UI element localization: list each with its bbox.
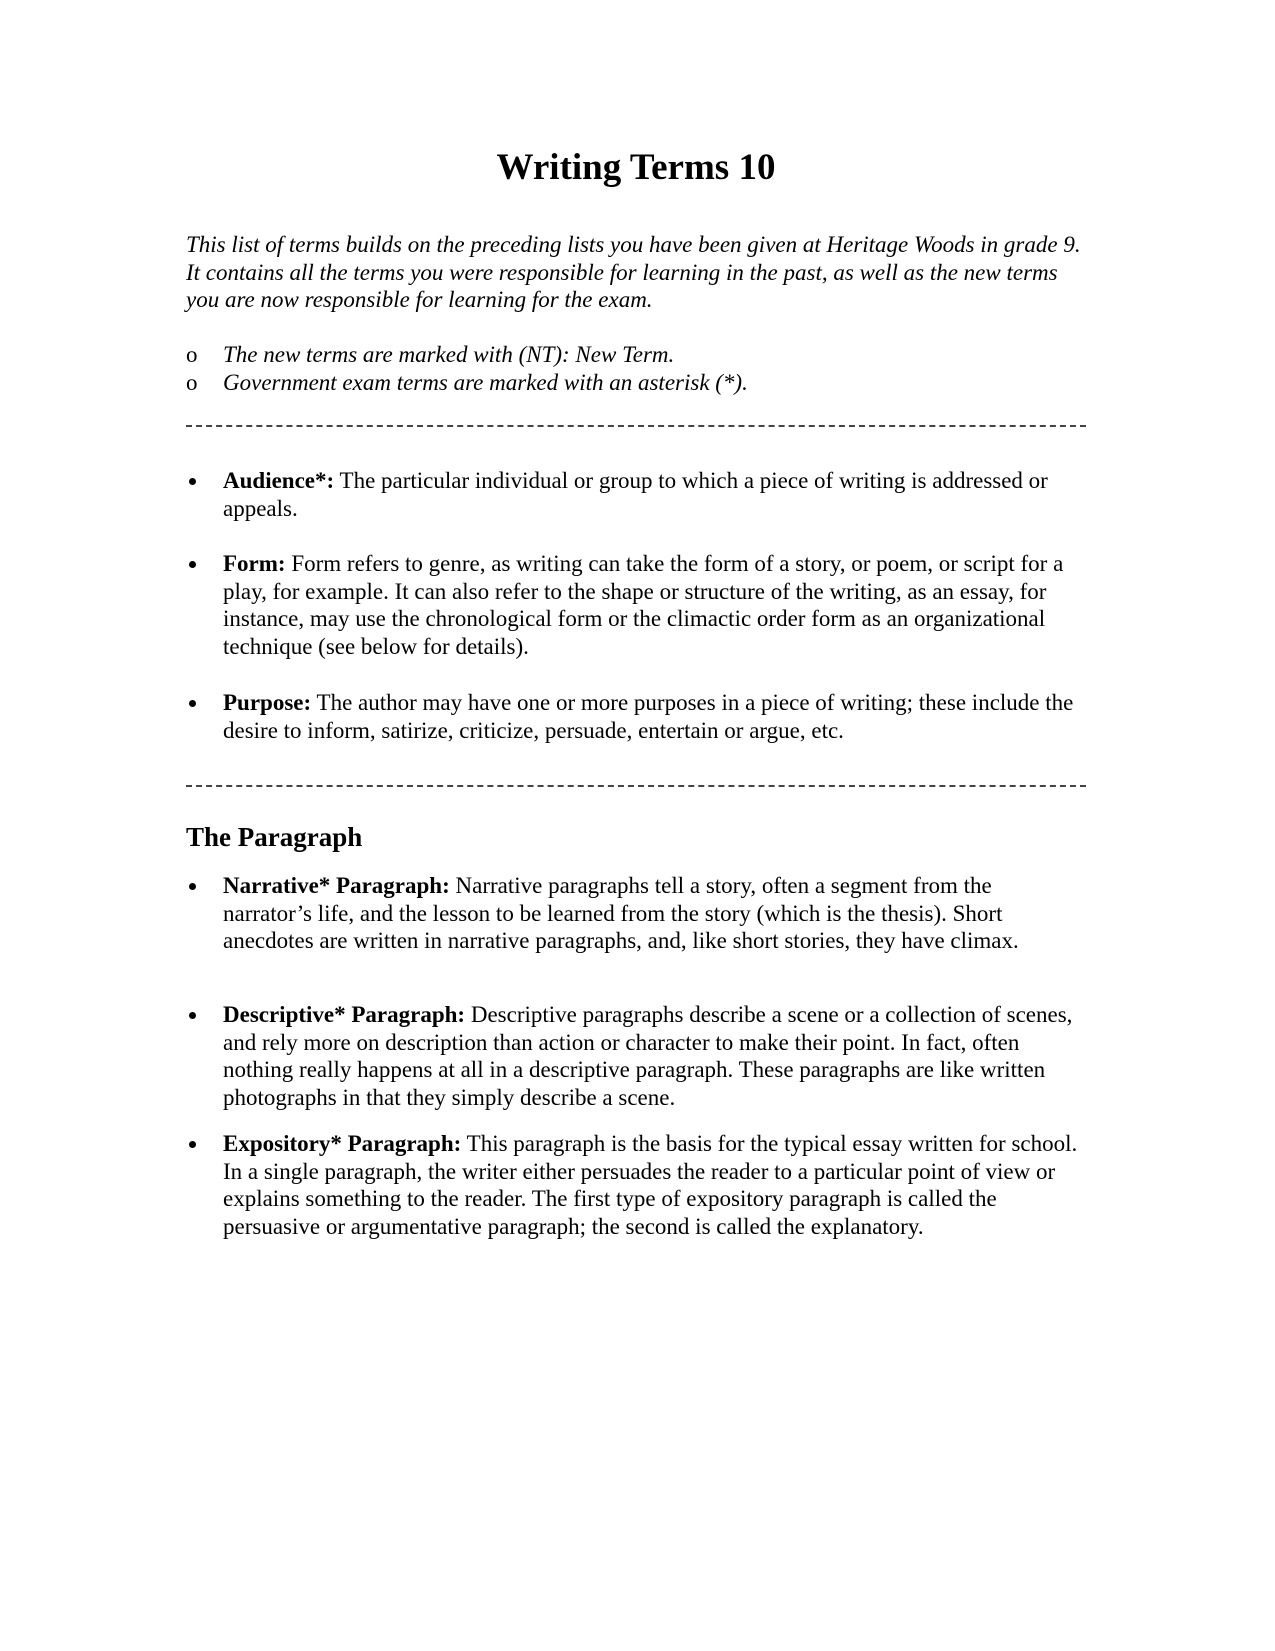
note-item xyxy=(186,369,1086,397)
term-label: Purpose: xyxy=(223,690,312,715)
term-definition: This paragraph is the basis for the typical essay written for school. In a single paragraph, the writer either persuades the reader to a particular point of view or explains something to the reader. The first type of expository paragraph is called the persuasive or argumentative paragraph; the second is called the explanatory. xyxy=(223,1131,1078,1239)
general-terms-list xyxy=(186,467,1086,744)
term-item-audience xyxy=(186,467,1086,550)
term-item-expository xyxy=(186,1130,1086,1240)
section-heading: The Paragraph xyxy=(186,822,363,852)
term-item-purpose xyxy=(186,689,1086,744)
note-text: The new terms are marked with (NT): New Term. xyxy=(223,342,675,367)
note-marker: o xyxy=(186,342,198,367)
term-label: Audience*: xyxy=(223,468,335,493)
note-item xyxy=(186,341,1086,369)
term-definition: Form refers to genre, as writing can take the form of a story, or poem, or script for a play, for example. It can also refer to the shape or structure of the writing, as an essay, for instance, may use the chronological form or the climactic order form as an organizational technique (see below for details). xyxy=(223,551,1064,659)
term-label: Narrative* Paragraph: xyxy=(223,873,450,898)
term-item-narrative xyxy=(186,872,1086,1001)
term-label: Form: xyxy=(223,551,286,576)
term-definition: The author may have one or more purposes in a piece of writing; these include the desire to inform, satirize, criticize, persuade, entertain or argue, etc. xyxy=(223,690,1074,743)
term-definition: Descriptive paragraphs describe a scene or a collection of scenes, and rely more on description than action or character to make their point. In fact, often nothing really happens at all in a descriptive paragraph. These paragraphs are like written photographs in that they simply describe a scene. xyxy=(223,1002,1073,1110)
term-label: Descriptive* Paragraph: xyxy=(223,1002,466,1027)
note-text: Government exam terms are marked with an asterisk (*). xyxy=(223,370,748,395)
term-definition: The particular individual or group to which a piece of writing is addressed or appeals. xyxy=(223,468,1048,521)
paragraph-terms-list xyxy=(186,872,1086,1240)
intro-paragraph: This list of terms builds on the preceding lists you have been given at Heritage Woods in grade 9. It contains all the terms you were responsible for learning in the past, as well as the new terms you are now responsible for learning for the exam. xyxy=(186,232,1081,312)
term-item-descriptive xyxy=(186,1001,1086,1130)
dashed-divider xyxy=(186,785,1086,787)
term-item-form xyxy=(186,550,1086,689)
term-definition: Narrative paragraphs tell a story, often a segment from the narrator’s life, and the lesson to be learned from the story (which is the thesis). Short anecdotes are written in narrative paragraphs, and, like short stories, they have climax. xyxy=(223,873,1019,953)
term-label: Expository* Paragraph: xyxy=(223,1131,462,1156)
page-title: Writing Terms 10 xyxy=(496,147,776,188)
note-marker: o xyxy=(186,370,198,395)
dashed-divider xyxy=(186,425,1086,427)
notes-list xyxy=(186,341,1086,397)
